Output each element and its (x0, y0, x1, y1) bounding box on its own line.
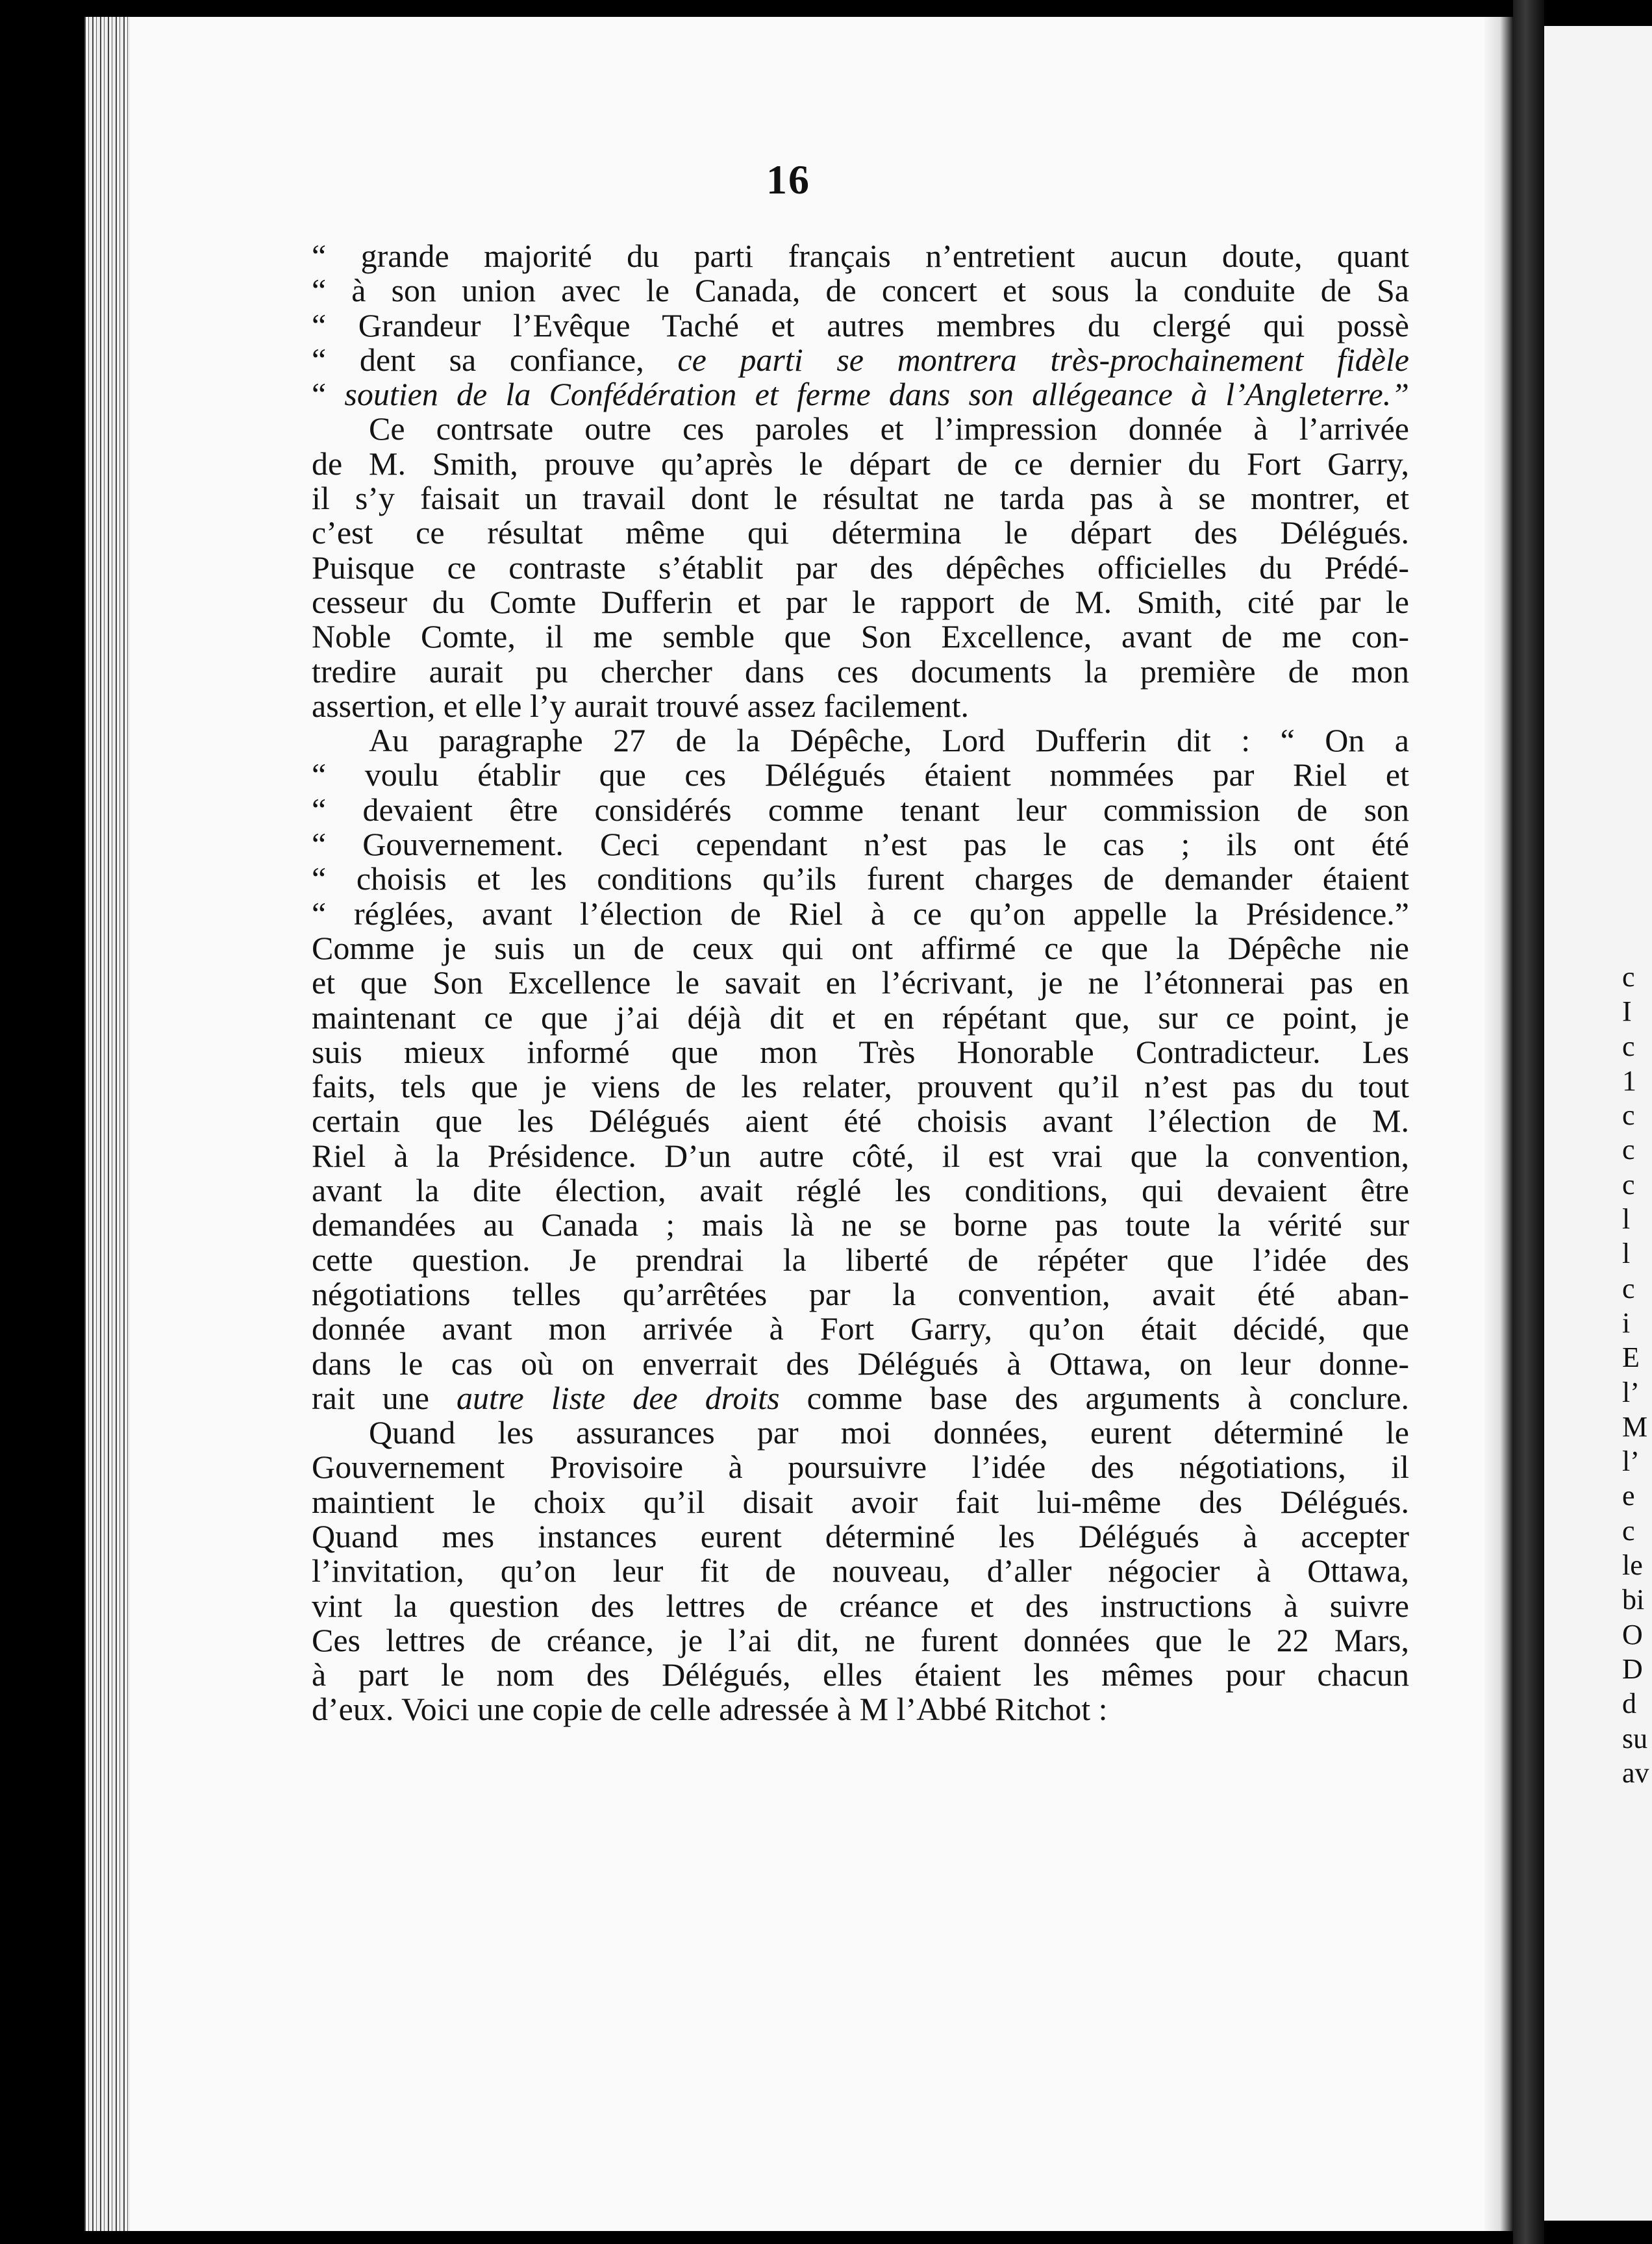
text-line: de M. Smith, prouve qu’après le départ de ce dernier du Fort Garry, (312, 445, 1409, 482)
text-line: demandées au Canada ; mais là ne se borne pas toute la vérité sur (312, 1206, 1409, 1243)
fragment: I (1622, 995, 1632, 1028)
text-line: “ réglées, avant l’élection de Riel à ce qu’on appelle la Présidence.” (312, 895, 1409, 932)
text-line: “ grande majorité du parti français n’entretient aucun doute, quant (312, 238, 1409, 274)
text-line: Puisque ce contraste s’établit par des dépêches officielles du Prédé- (312, 549, 1409, 586)
text-line: Noble Comte, il me semble que Son Excellence, avant de me con- (312, 618, 1409, 655)
fragment: l (1622, 1203, 1631, 1236)
fragment: O (1622, 1618, 1643, 1651)
text-line: Ces lettres de créance, je l’ai dit, ne furent données que le 22 Mars, (312, 1621, 1409, 1658)
text-line: d’eux. Voici une copie de celle adressée à M l’Abbé Ritchot : (312, 1691, 1108, 1728)
text-line: “ à son union avec le Canada, de concert et sous la conduite de Sa (312, 272, 1409, 309)
page-number: 16 (766, 156, 810, 203)
page-gutter-edges (84, 17, 130, 2231)
text-line: “ devaient être considérés comme tenant leur commission de son (312, 791, 1409, 828)
fragment: i (1622, 1306, 1631, 1339)
text-line: “ Grandeur l’Evêque Taché et autres membres du clergé qui possè (312, 306, 1409, 343)
text-line: faits, tels que je viens de les relater, prouvent qu’il n’est pas du tout (312, 1068, 1409, 1105)
text-line: Comme je suis un de ceux qui ont affirmé ce que la Dépêche nie (312, 929, 1409, 966)
fragment: c (1622, 1272, 1635, 1304)
fragment: c (1622, 1134, 1635, 1166)
text-line: “ dent sa confiance, ce parti se montrera très-prochainement fidèle (312, 341, 1409, 378)
italic-phrase: soutien de la Confédération et ferme dans son allégeance à l’Angleterre.” (344, 376, 1410, 413)
text-line: certain que les Délégués aient été choisis avant l’élection de M. (312, 1103, 1409, 1140)
text-line: maintenant ce que j’ai déjà dit et en répétant que, sur ce point, je (312, 999, 1409, 1036)
fragment: d (1622, 1688, 1636, 1720)
italic-phrase: ce parti se montrera très-prochainement fidèle (677, 341, 1409, 378)
fragment: 1 (1622, 1064, 1636, 1097)
text-line: l’invitation, qu’on leur fit de nouveau, d’aller négocier à Ottawa, (312, 1552, 1409, 1590)
text-line: “ choisis et les conditions qu’ils furent charges de demander étaient (312, 860, 1409, 897)
text-line: Riel à la Présidence. D’un autre côté, il est vrai que la convention, (312, 1137, 1409, 1174)
fragment: l (1622, 1238, 1631, 1270)
text-line: cesseur du Comte Dufferin et par le rapport de M. Smith, cité par le (312, 583, 1409, 620)
fragment: e (1622, 1480, 1635, 1512)
adjacent-page-text-fragments (1622, 960, 1652, 1790)
text-line: suis mieux informé que mon Très Honorable Contradicteur. Les (312, 1033, 1409, 1070)
text-line: Gouvernement Provisoire à poursuivre l’idée des négotiations, il (312, 1449, 1409, 1486)
text-line: vint la question des lettres de créance et des instructions à suivre (312, 1587, 1409, 1624)
fragment: c (1622, 961, 1635, 993)
text-line: rait une autre liste dee droits comme base des arguments à conclure. (312, 1379, 1410, 1416)
fragment: c (1622, 1168, 1635, 1201)
text-line: il s’y faisait un travail dont le résultat ne tarda pas à se montrer, et (312, 480, 1409, 517)
page-right-edge (1484, 17, 1513, 2231)
paragraph-start-line: Ce contrsate outre ces paroles et l’impression donnée à l’arrivée (369, 410, 1409, 447)
fragment: c (1622, 1030, 1635, 1062)
fragment: M (1622, 1410, 1648, 1443)
page-body-text (312, 239, 1409, 1727)
text-line: et que Son Excellence le savait en l’écrivant, je ne l’étonnerai pas en (312, 964, 1409, 1001)
fragment: D (1622, 1652, 1643, 1685)
text-line: “ Gouvernement. Ceci cependant n’est pas le cas ; ils ont été (312, 826, 1409, 863)
text-line: donnée avant mon arrivée à Fort Garry, qu’on était décidé, que (312, 1310, 1409, 1347)
text-line: “ voulu établir que ces Délégués étaient nommées par Riel et (312, 756, 1409, 793)
text-line: cette question. Je prendrai la liberté de répéter que l’idée des (312, 1241, 1409, 1278)
fragment: c (1622, 1099, 1635, 1132)
text-line: assertion, et elle l’y aurait trouvé assez facilement. (312, 687, 970, 724)
text-line: avant la dite élection, avait réglé les conditions, qui devaient être (312, 1172, 1409, 1209)
fragment: su (1622, 1722, 1648, 1754)
text-line: “ soutien de la Confédération et ferme dans son allégeance à l’Angleterre.” (312, 376, 1410, 413)
paragraph-start-line: Quand les assurances par moi données, eurent déterminé le (369, 1414, 1409, 1451)
text-line: à part le nom des Délégués, elles étaient les mêmes pour chacun (312, 1656, 1409, 1693)
fragment: le (1622, 1549, 1643, 1582)
fragment: av (1622, 1756, 1649, 1789)
text-line: maintient le choix qu’il disait avoir fait lui-même des Délégués. (312, 1483, 1409, 1520)
italic-phrase: autre liste dee droits (457, 1379, 780, 1416)
fragment: E (1622, 1341, 1640, 1374)
fragment: c (1622, 1514, 1635, 1547)
text-line: c’est ce résultat même qui détermina le départ des Délégués. (312, 514, 1409, 551)
fragment: l’ (1622, 1445, 1640, 1478)
text-line: Quand mes instances eurent déterminé les Délégués à accepter (312, 1517, 1409, 1554)
fragment: bi (1622, 1584, 1645, 1616)
paragraph-start-line: Au paragraphe 27 de la Dépêche, Lord Dufferin dit : “ On a (369, 722, 1409, 759)
page-spine-shadow (1513, 0, 1544, 2244)
fragment: l’ (1622, 1376, 1640, 1408)
text-line: négotiations telles qu’arrêtées par la convention, avait été aban- (312, 1275, 1409, 1312)
text-line: tredire aurait pu chercher dans ces documents la première de mon (312, 653, 1409, 690)
text-line: dans le cas où on enverrait des Délégués à Ottawa, on leur donne- (312, 1345, 1409, 1382)
